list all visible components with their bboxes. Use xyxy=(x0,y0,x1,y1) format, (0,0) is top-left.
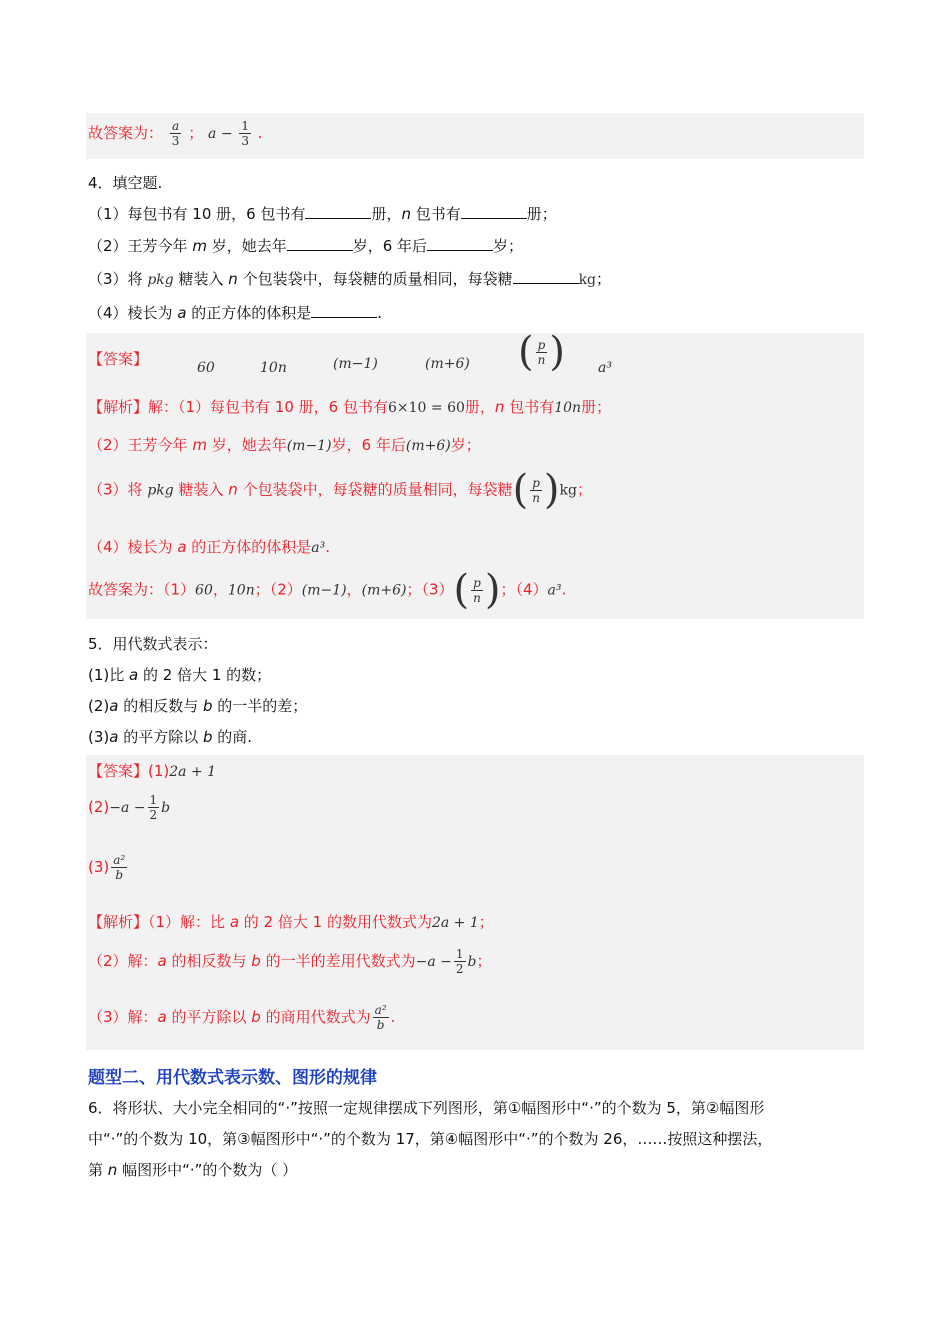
q6-line-2: 中“·”的个数为 10，第③幅图形中“·”的个数为 17，第④幅图形中“·”的个数为 26，……按照这种摆法， xyxy=(88,1130,773,1148)
q5-analysis-3: （3）解：a 的平方除以 b 的商用代数式为 $\frac{\text{a²}}{b}$ . xyxy=(88,1003,396,1032)
q5-line-3: (3)a 的平方除以 b 的商. xyxy=(88,728,253,746)
q4-final-answer: 故答案为：（1）60，10n；（2）(m−1)，(m+6)；（3） ( $\frac{p}{n}$ ) ；（4）a³. xyxy=(88,567,567,613)
q4-line-1: （1）每包书有 10 册，6 包书有 册，n 包书有 册； xyxy=(88,205,557,223)
q6-line-1: 6．将形状、大小完全相同的“·”按照一定规律摆成下列图形，第①幅图形中“·”的个数为 5，第②幅图形 xyxy=(88,1099,765,1117)
answer-m-plus-6: (m+6) xyxy=(425,356,470,372)
q4-line-2: （2）王芳今年 m 岁，她去年 岁，6 年后 岁； xyxy=(88,237,524,255)
q5-line-1: (1)比 a 的 2 倍大 1 的数； xyxy=(88,666,272,684)
answer-m-minus-1: (m−1) xyxy=(333,356,378,372)
q6-line-3: 第 n 幅图形中“·”的个数为（ ） xyxy=(88,1161,298,1179)
q5-answer-3: (3) $\frac{\text{a²}}{b}$ xyxy=(88,853,126,882)
top-answer-line: 故答案为： $\frac{a}{3}$ ； a − $\frac{1}{3}$ . xyxy=(88,119,263,148)
q4-analysis-line-4: （4）棱长为 a 的正方体的体积是a³. xyxy=(88,538,331,556)
blank xyxy=(287,236,353,251)
fraction-1-over-3: $\frac{1}{3}$ xyxy=(241,119,249,148)
p-over-n: ( $\frac{p}{n}$ ) xyxy=(453,567,501,613)
q5-answer-1: 【答案】(1)2a + 1 xyxy=(88,762,217,780)
q5-line-2: (2)a 的相反数与 b 的一半的差； xyxy=(88,697,308,715)
q5-analysis-1: 【解析】（1）解：比 a 的 2 倍大 1 的数用代数式为2a + 1； xyxy=(88,913,494,931)
blank xyxy=(461,204,527,219)
section-heading: 题型二、用代数式表示数、图形的规律 xyxy=(88,1068,377,1088)
answer-a-cubed: a³ xyxy=(598,360,612,376)
blank xyxy=(427,236,493,251)
blank xyxy=(513,269,579,284)
q4-answer-label: 【答案】 xyxy=(88,350,149,368)
answer-p-over-n: ( $\frac{p}{n}$ ) xyxy=(518,329,565,375)
q4-analysis-line-3: （3）将 pkg 糖装入 n 个包装袋中，每袋糖的质量相同，每袋糖 ( $\frac{p}{n}$ ) kg； xyxy=(88,467,592,513)
q5-answer-2: (2)−a − $\frac{1}{2}$ b xyxy=(88,793,171,822)
q5-analysis-2: （2）解：a 的相反数与 b 的一半的差用代数式为−a − $\frac{1}{2}$ b； xyxy=(88,947,492,976)
fraction-a-over-3: $\frac{a}{3}$ xyxy=(171,119,180,148)
q4-line-4: （4）棱长为 a 的正方体的体积是 . xyxy=(88,304,383,322)
answer-60: 60 xyxy=(197,360,215,376)
q4-analysis-line-1: 【解析】解：（1）每包书有 10 册，6 包书有6×10 = 60册，n 包书有10n册； xyxy=(88,398,612,416)
q4-analysis-line-2: （2）王芳今年 m 岁，她去年(m−1)岁，6 年后(m+6)岁； xyxy=(88,436,481,454)
p-over-n: ( $\frac{p}{n}$ ) xyxy=(512,467,560,513)
q4-title: 4．填空题. xyxy=(88,174,163,192)
q4-line-3: （3）将 pkg 糖装入 n 个包装袋中，每袋糖的质量相同，每袋糖 kg； xyxy=(88,270,612,288)
blank xyxy=(311,303,377,318)
blank xyxy=(305,204,371,219)
answer-10n: 10n xyxy=(260,360,287,376)
q5-title: 5．用代数式表示： xyxy=(88,635,218,653)
